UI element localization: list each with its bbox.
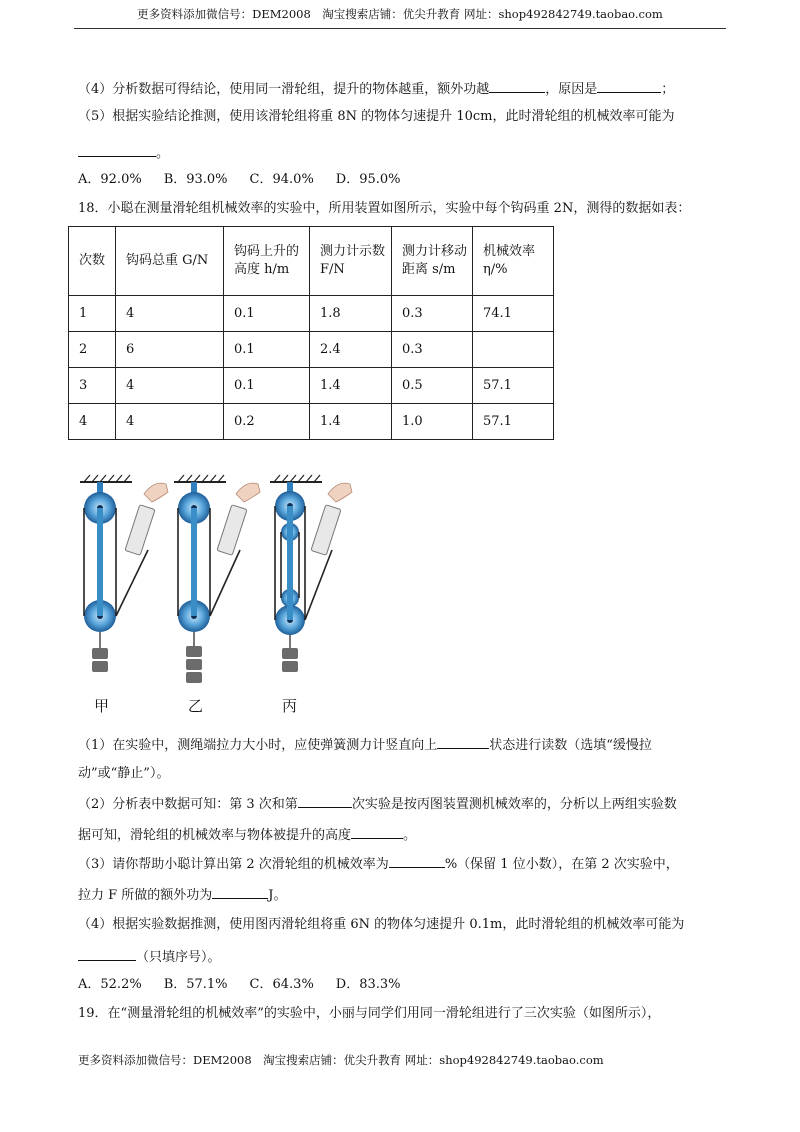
q19-intro: 19．在“测量滑轮组的机械效率”的实验中，小丽与同学们用同一滑轮组进行了三次实验（如图所示）， [78,1006,661,1021]
page-header: 更多资料添加微信号：DEM2008 淘宝搜索店铺：优尖升教育 网址：shop492842749.taobao.com [137,7,663,21]
table-cell: 0.1 [224,332,310,368]
answer-blank[interactable] [298,793,352,808]
table-cell: 1.8 [310,296,392,332]
col-header: 机械效率 η/% [473,227,554,296]
spring-scale [125,505,155,556]
table-cell: 0.5 [392,368,473,404]
answer-blank[interactable] [489,78,545,93]
pulley-figure [70,470,370,720]
option-a: A．92.0% [78,172,142,187]
option-b: B．57.1% [163,977,228,992]
answer-blank[interactable] [78,946,136,961]
spring-scale [217,505,247,556]
table-row [69,368,554,404]
data-table [68,226,554,440]
hook-weight [282,661,298,672]
option-a: A．52.2% [78,977,142,992]
option-c: C．64.3% [249,977,314,992]
table-cell: 1 [69,296,116,332]
q17-part5: （5）根据实验结论推测，使用该滑轮组将重 8N 的物体匀速提升 10cm，此时滑轮组的机械效率可能为 [78,109,675,124]
table-cell: 1.4 [310,404,392,440]
option-d: D．95.0% [335,172,401,187]
answer-blank[interactable] [389,853,445,868]
q17-options [78,170,728,190]
q18-options [78,975,728,995]
table-cell: 57.1 [473,368,554,404]
answer-blank[interactable] [212,884,268,899]
pulley-setup-jia [80,475,168,672]
q18-part3: （3）请你帮助小聪计算出第 2 次滑轮组的机械效率为 %（保留 1 位小数），在第 2 次实验中， [78,853,728,875]
q18-part4: （4）根据实验数据推测，使用图丙滑轮组将重 6N 的物体匀速提升 0.1m，此时滑轮组的机械效率可能为 [78,917,685,932]
answer-blank[interactable] [78,142,156,157]
hook-weight [186,672,202,683]
answer-blank[interactable] [597,78,661,93]
table-cell [473,332,554,368]
hand-icon [236,483,260,502]
table-cell: 4 [116,368,224,404]
page-footer: 更多资料添加微信号：DEM2008 淘宝搜索店铺：优尖升教育 网址：shop492842749.taobao.com [78,1053,604,1067]
figure-label-jia: 甲 [94,697,110,715]
q17-part5-answer: 。 [78,142,728,164]
figure-label-bing: 丙 [282,697,298,715]
table-cell: 1.0 [392,404,473,440]
q18-part2-cont: 据可知，滑轮组的机械效率与物体被提升的高度 。 [78,824,728,846]
hook-weight [186,659,202,670]
table-cell: 2.4 [310,332,392,368]
q18-part3-cont: 拉力 F 所做的额外功为 J。 [78,884,728,906]
table-cell: 2 [69,332,116,368]
hand-icon [144,483,168,502]
hook-weight [92,661,108,672]
table-cell: 0.3 [392,332,473,368]
table-cell: 74.1 [473,296,554,332]
q18-intro: 18．小聪在测量滑轮组机械效率的实验中，所用装置如图所示，实验中每个钩码重 2N，测得的数据如表： [78,201,691,216]
col-header: 测力计移动距离 s/m [392,227,473,296]
option-c: C．94.0% [249,172,314,187]
q17-part4: （4）分析数据可得结论，使用同一滑轮组，提升的物体越重，额外功越 ，原因是 ； [78,78,728,100]
option-d: D．83.3% [335,977,401,992]
figure-label-yi: 乙 [188,697,204,715]
table-cell: 0.2 [224,404,310,440]
hook-weight [282,648,298,659]
pulley-setup-bing [270,475,352,672]
col-header: 次数 [69,227,116,296]
table-cell: 4 [116,296,224,332]
spring-scale [311,505,341,556]
table-cell: 57.1 [473,404,554,440]
table-row [69,404,554,440]
hand-icon [328,483,352,502]
hook-weight [186,646,202,657]
header-divider [74,28,726,29]
col-header: 钩码总重 G/N [116,227,224,296]
pulley-setup-yi [174,475,260,683]
option-b: B．93.0% [163,172,228,187]
table-row [69,296,554,332]
q18-part4-cont: （只填序号）。 [78,946,728,968]
hook-weight [92,648,108,659]
table-cell: 3 [69,368,116,404]
q18-part1-cont: 动”或“静止”）。 [78,766,170,781]
answer-blank[interactable] [351,824,403,839]
col-header: 钩码上升的高度 h/m [224,227,310,296]
col-header: 测力计示数 F/N [310,227,392,296]
table-cell: 4 [116,404,224,440]
table-cell: 0.3 [392,296,473,332]
table-cell: 0.1 [224,368,310,404]
table-header-row [69,227,554,296]
table-row [69,332,554,368]
q18-part1: （1）在实验中，测绳端拉力大小时，应使弹簧测力计竖直向上 状态进行读数（选填“缓慢拉 [78,734,728,756]
table-cell: 0.1 [224,296,310,332]
answer-blank[interactable] [437,734,489,749]
q18-part2: （2）分析表中数据可知：第 3 次和第 次实验是按丙图装置测机械效率的，分析以上两组实验数 [78,793,728,815]
table-cell: 6 [116,332,224,368]
table-cell: 4 [69,404,116,440]
table-cell: 1.4 [310,368,392,404]
